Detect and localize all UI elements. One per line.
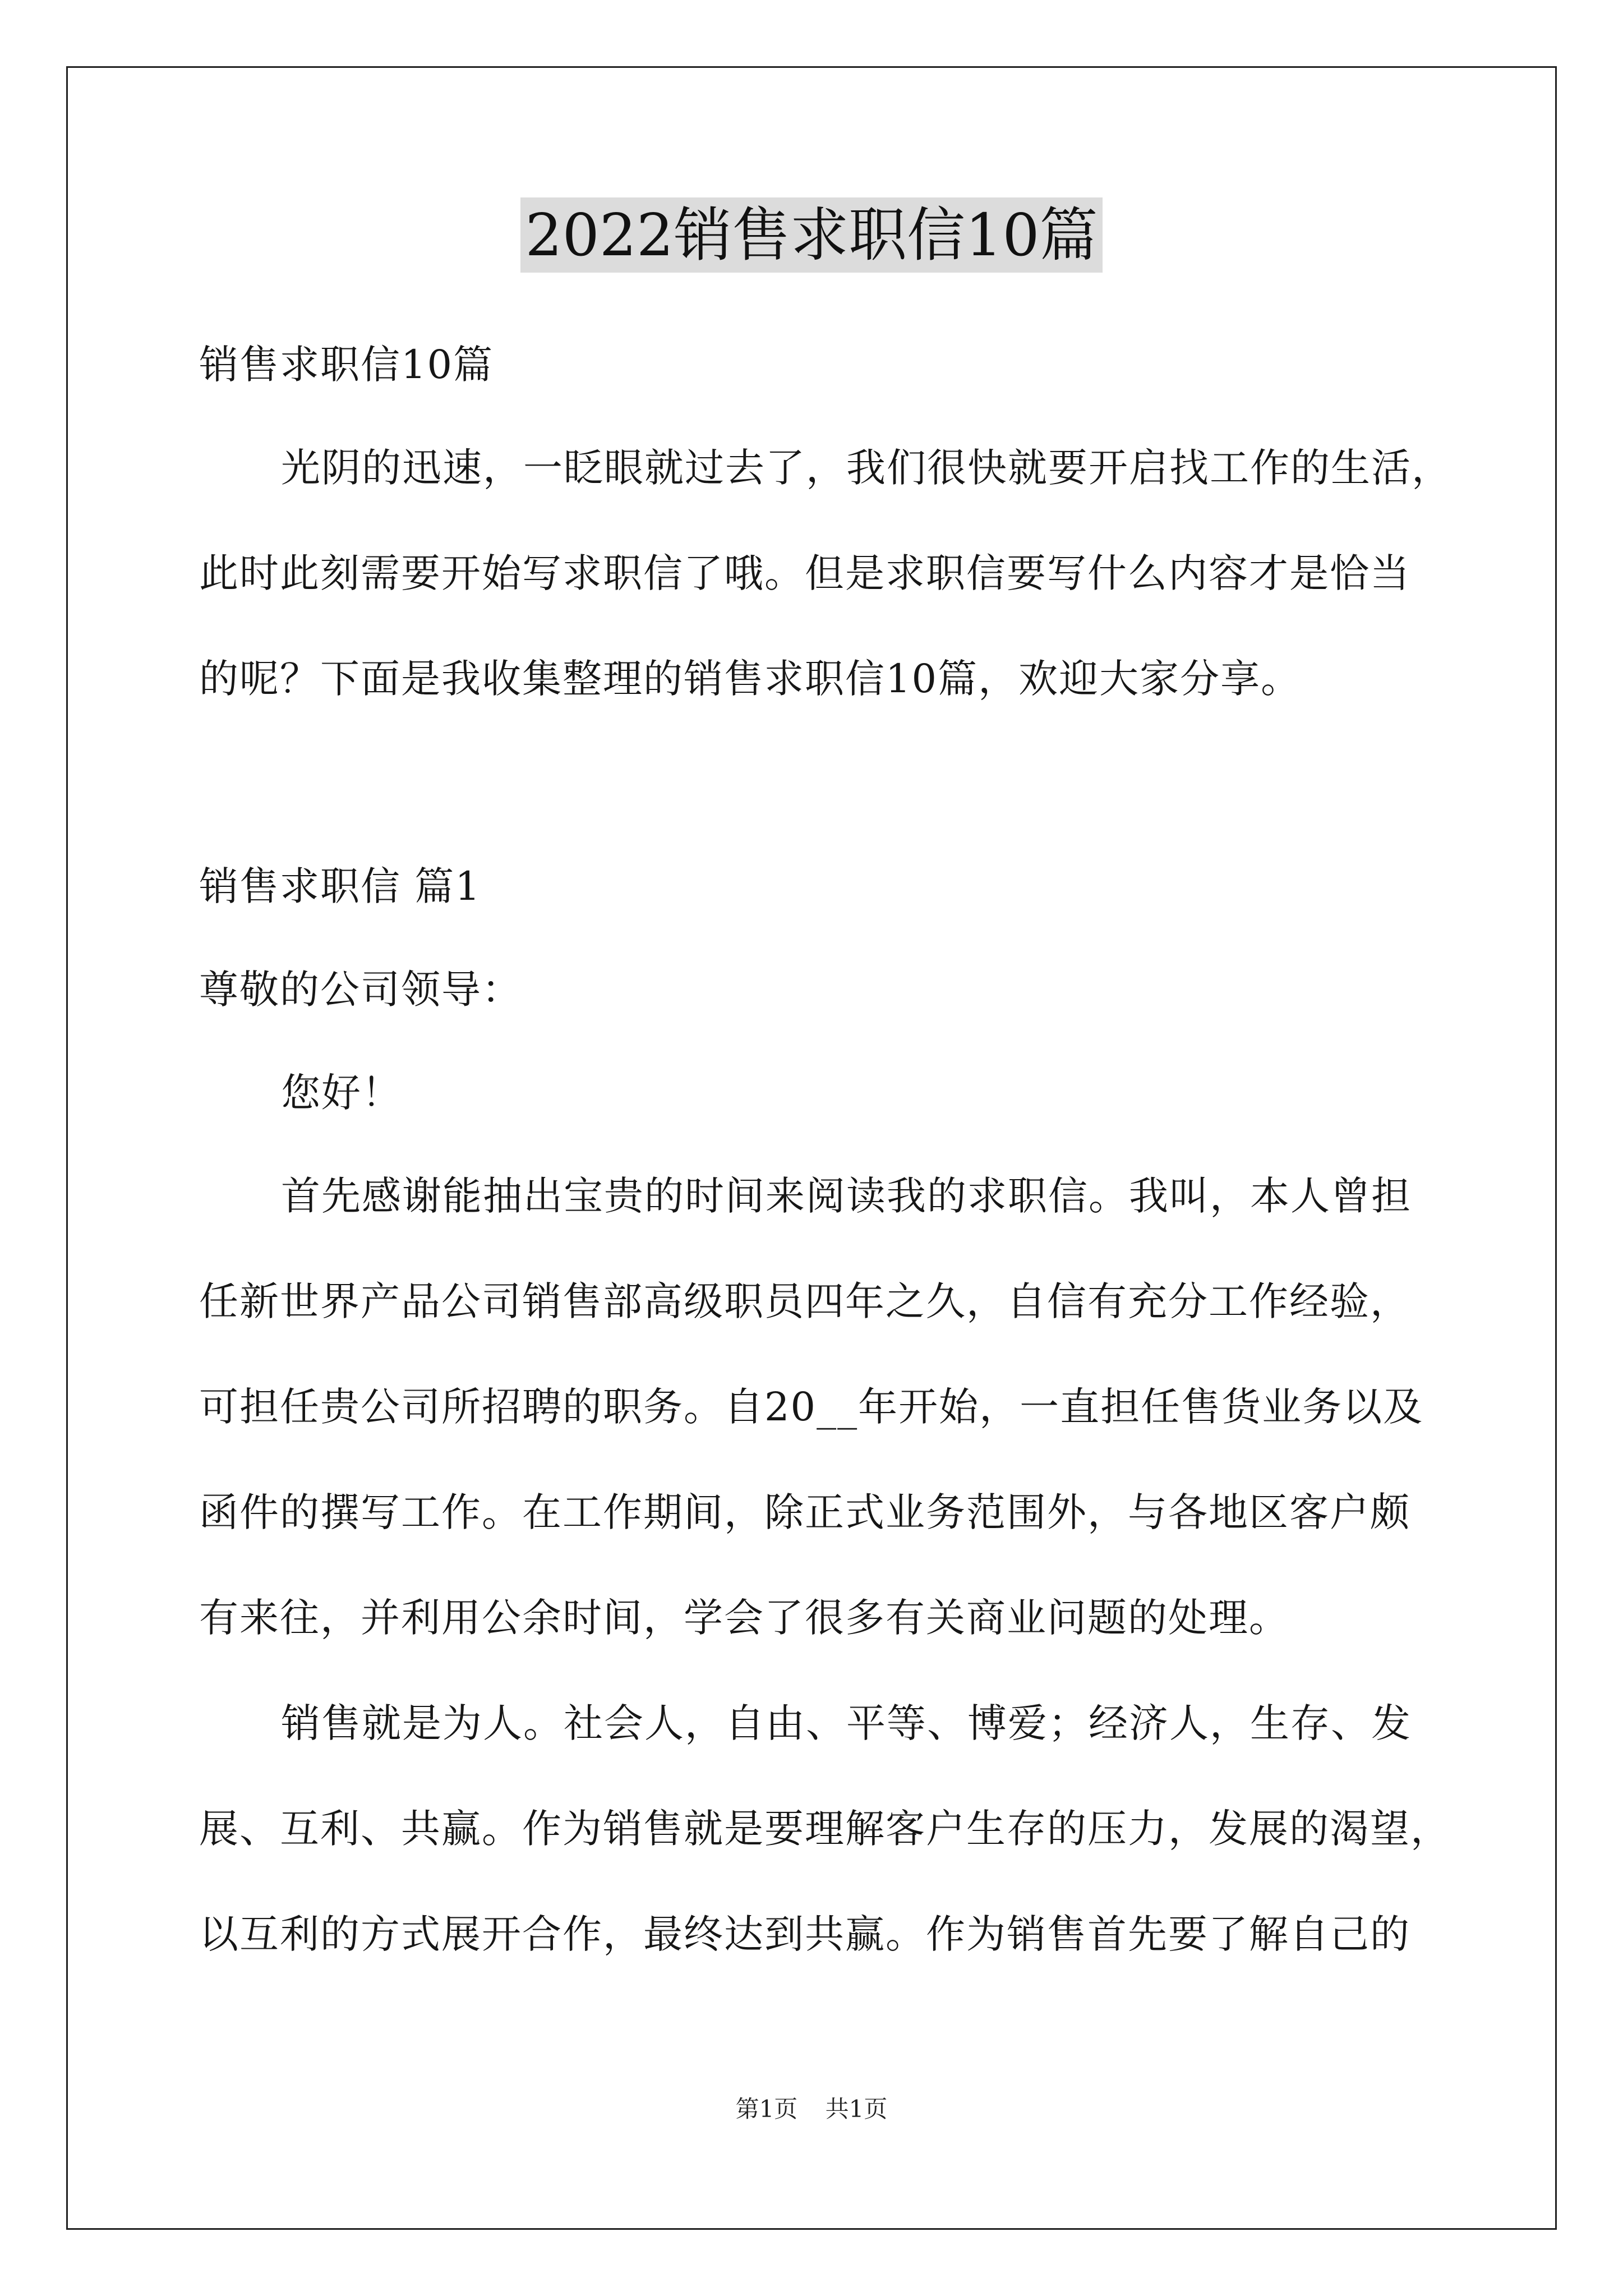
page-number-current: 第1页 [735,2095,798,2123]
page-footer [0,2092,1623,2126]
paragraph-line: 以互利的方式展开合作，最终达到共赢。作为销售首先要了解自己的 [199,1911,1410,1957]
document-body [199,303,1452,1961]
paragraph-line: 有来往，并利用公余时间，学会了很多有关商业问题的处理。 [199,1595,1289,1641]
paragraph-line: 可担任贵公司所招聘的职务。自20__年开始，一直担任售货业务以及 [199,1384,1424,1430]
intro-line: 光阴的迅速，一眨眼就过去了，我们很快就要开启找工作的生活， [281,445,1452,491]
document-title: 2022销售求职信10篇 [520,197,1102,273]
paragraph-line: 任新世界产品公司销售部高级职员四年之久，自信有充分工作经验， [199,1278,1410,1324]
page-number-total: 共1页 [825,2095,888,2123]
intro-line: 的呢？下面是我收集整理的销售求职信10篇，欢迎大家分享。 [199,656,1302,702]
document-subtitle: 销售求职信10篇 [199,342,494,388]
salutation: 尊敬的公司领导： [199,967,522,1013]
paragraph-line: 销售就是为人。社会人，自由、平等、博爱；经济人，生存、发 [281,1700,1412,1746]
greeting: 您好！ [281,1070,402,1116]
intro-line: 此时此刻需要开始写求职信了哦。但是求职信要写什么内容才是恰当 [199,550,1410,596]
paragraph-line: 展、互利、共赢。作为销售就是要理解客户生存的压力，发展的渴望， [199,1806,1451,1852]
paragraph-line: 首先感谢能抽出宝贵的时间来阅读我的求职信。我叫，本人曾担 [281,1173,1412,1219]
title-container [0,197,1623,273]
section-heading: 销售求职信 篇1 [199,863,481,909]
paragraph-line: 函件的撰写工作。在工作期间，除正式业务范围外，与各地区客户颇 [199,1489,1410,1535]
